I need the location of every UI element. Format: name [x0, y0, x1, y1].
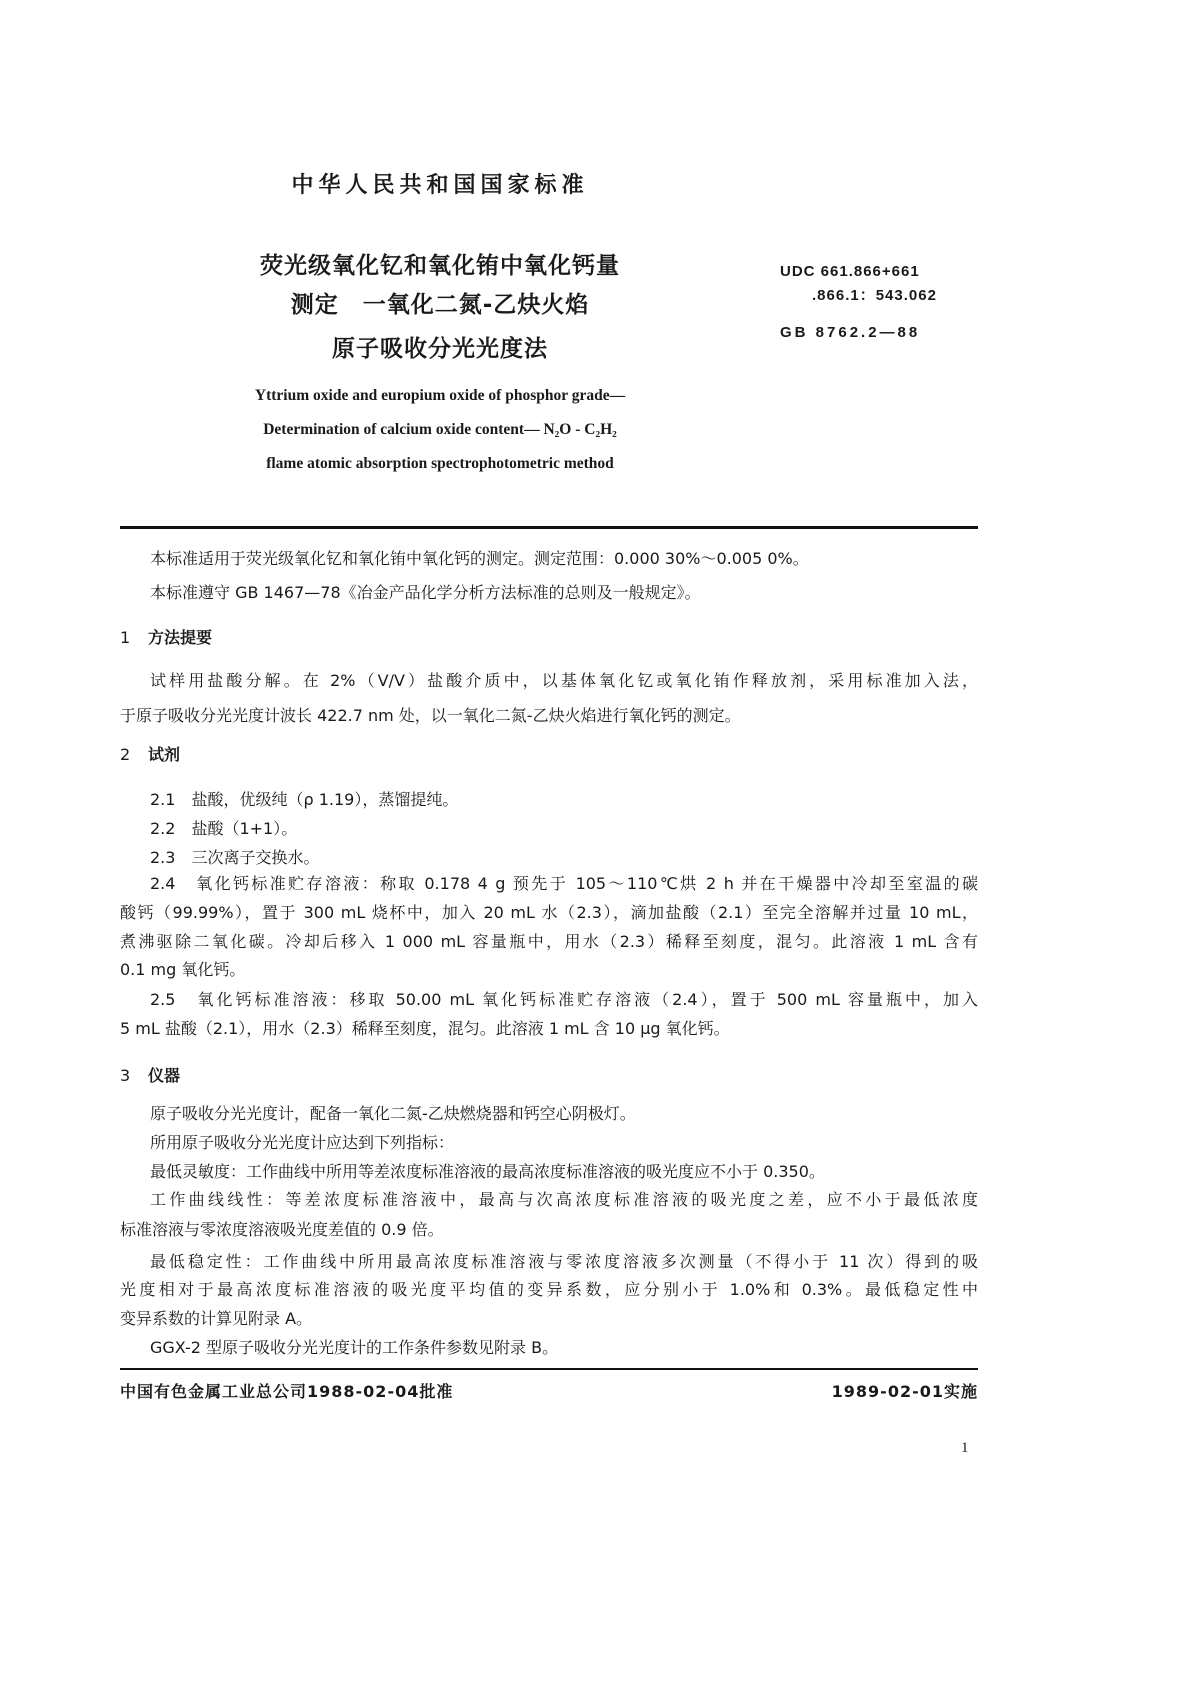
udc-line-2: .866.1：543.062 [812, 287, 937, 304]
section-3-para: 工作曲线线性：等差浓度标准溶液中，最高与次高浓度标准溶液的吸光度之差，应不小于最低浓度 [150, 1190, 978, 1209]
footer-divider [120, 1368, 978, 1370]
effective-date: 1989-02-01实施 [831, 1382, 978, 1401]
title-line-1: 荧光级氧化钇和氧化铕中氧化钙量 [260, 253, 620, 279]
intro-compliance: 本标准遵守 GB 1467—78《冶金产品化学分析方法标准的总则及一般规定》。 [150, 583, 701, 602]
item-2-5: 2.5 氧化钙标准溶液：移取 50.00 mL 氧化钙标准贮存溶液（2.4），置于 500 mL 容量瓶中，加入 [150, 990, 978, 1009]
title-line-3: 原子吸收分光光度法 [332, 336, 548, 362]
item-2-2: 2.2 盐酸（1+1）。 [150, 819, 298, 838]
item-2-4: 0.1 mg 氧化钙。 [120, 960, 246, 979]
page-number: 1 [961, 1440, 969, 1456]
gb-number: GB 8762.2—88 [780, 324, 921, 341]
section-3-para: 光度相对于最高浓度标准溶液的吸光度平均值的变异系数，应分别小于 1.0%和 0.3%。最低稳定性中 [120, 1280, 978, 1299]
section-3-heading: 3 仪器 [120, 1066, 181, 1085]
udc-line-1: UDC 661.866+661 [780, 263, 920, 280]
item-2-4: 酸钙（99.99%），置于 300 mL 烧杯中，加入 20 mL 水（2.3），滴加盐酸（2.1）至完全溶解并过量 10 mL， [120, 903, 978, 922]
title-line-2: 测定 一氧化二氮-乙炔火焰 [290, 292, 590, 318]
section-3-para: 最低稳定性：工作曲线中所用最高浓度标准溶液与零浓度溶液多次测量（不得小于 11 次）得到的吸 [150, 1252, 978, 1271]
section-3-para: 原子吸收分光光度计，配备一氧化二氮-乙炔燃烧器和钙空心阴极灯。 [150, 1104, 636, 1123]
english-title-1: Yttrium oxide and europium oxide of phosphor grade— [254, 387, 626, 404]
approval-date: 中国有色金属工业总公司1988-02-04批准 [120, 1382, 454, 1401]
item-2-1: 2.1 盐酸，优级纯（ρ 1.19），蒸馏提纯。 [150, 790, 459, 809]
section-3-para: 变异系数的计算见附录 A。 [120, 1309, 313, 1328]
section-3-para: GGX-2 型原子吸收分光光度计的工作条件参数见附录 B。 [150, 1338, 559, 1357]
section-1-heading: 1 方法提要 [120, 628, 213, 647]
section-1-line: 试样用盐酸分解。在 2%（V/V）盐酸介质中，以基体氧化钇或氧化铕作释放剂，采用标准加入法， [150, 671, 978, 690]
item-2-4: 2.4 氧化钙标准贮存溶液：称取 0.178 4 g 预先于 105～110℃烘 2 h 并在干燥器中冷却至室温的碳 [150, 874, 978, 893]
english-title-3: flame atomic absorption spectrophotometric method [266, 455, 614, 472]
section-3-para: 最低灵敏度：工作曲线中所用等差浓度标准溶液的最高浓度标准溶液的吸光度应不小于 0.350。 [150, 1162, 825, 1181]
section-3-para: 所用原子吸收分光光度计应达到下列指标： [150, 1133, 455, 1152]
item-2-3: 2.3 三次离子交换水。 [150, 848, 320, 867]
section-1-line: 于原子吸收分光光度计波长 422.7 nm 处，以一氧化二氮-乙炔火焰进行氧化钙的测定。 [120, 706, 741, 725]
item-2-5: 5 mL 盐酸（2.1），用水（2.3）稀释至刻度，混匀。此溶液 1 mL 含 10 μg 氧化钙。 [120, 1019, 730, 1038]
standard-header: 中华人民共和国国家标准 [291, 173, 589, 198]
header-divider [120, 526, 978, 529]
intro-scope: 本标准适用于荧光级氧化钇和氧化铕中氧化钙的测定。测定范围：0.000 30%～0.005 0%。 [150, 549, 809, 568]
item-2-4: 煮沸驱除二氧化碳。冷却后移入 1 000 mL 容量瓶中，用水（2.3）稀释至刻度，混匀。此溶液 1 mL 含有 [120, 932, 978, 951]
section-3-para: 标准溶液与零浓度溶液吸光度差值的 0.9 倍。 [120, 1220, 444, 1239]
english-title-2: Determination of calcium oxide content— N₂O - C₂H₂ [263, 421, 617, 438]
section-2-heading: 2 试剂 [120, 745, 181, 764]
